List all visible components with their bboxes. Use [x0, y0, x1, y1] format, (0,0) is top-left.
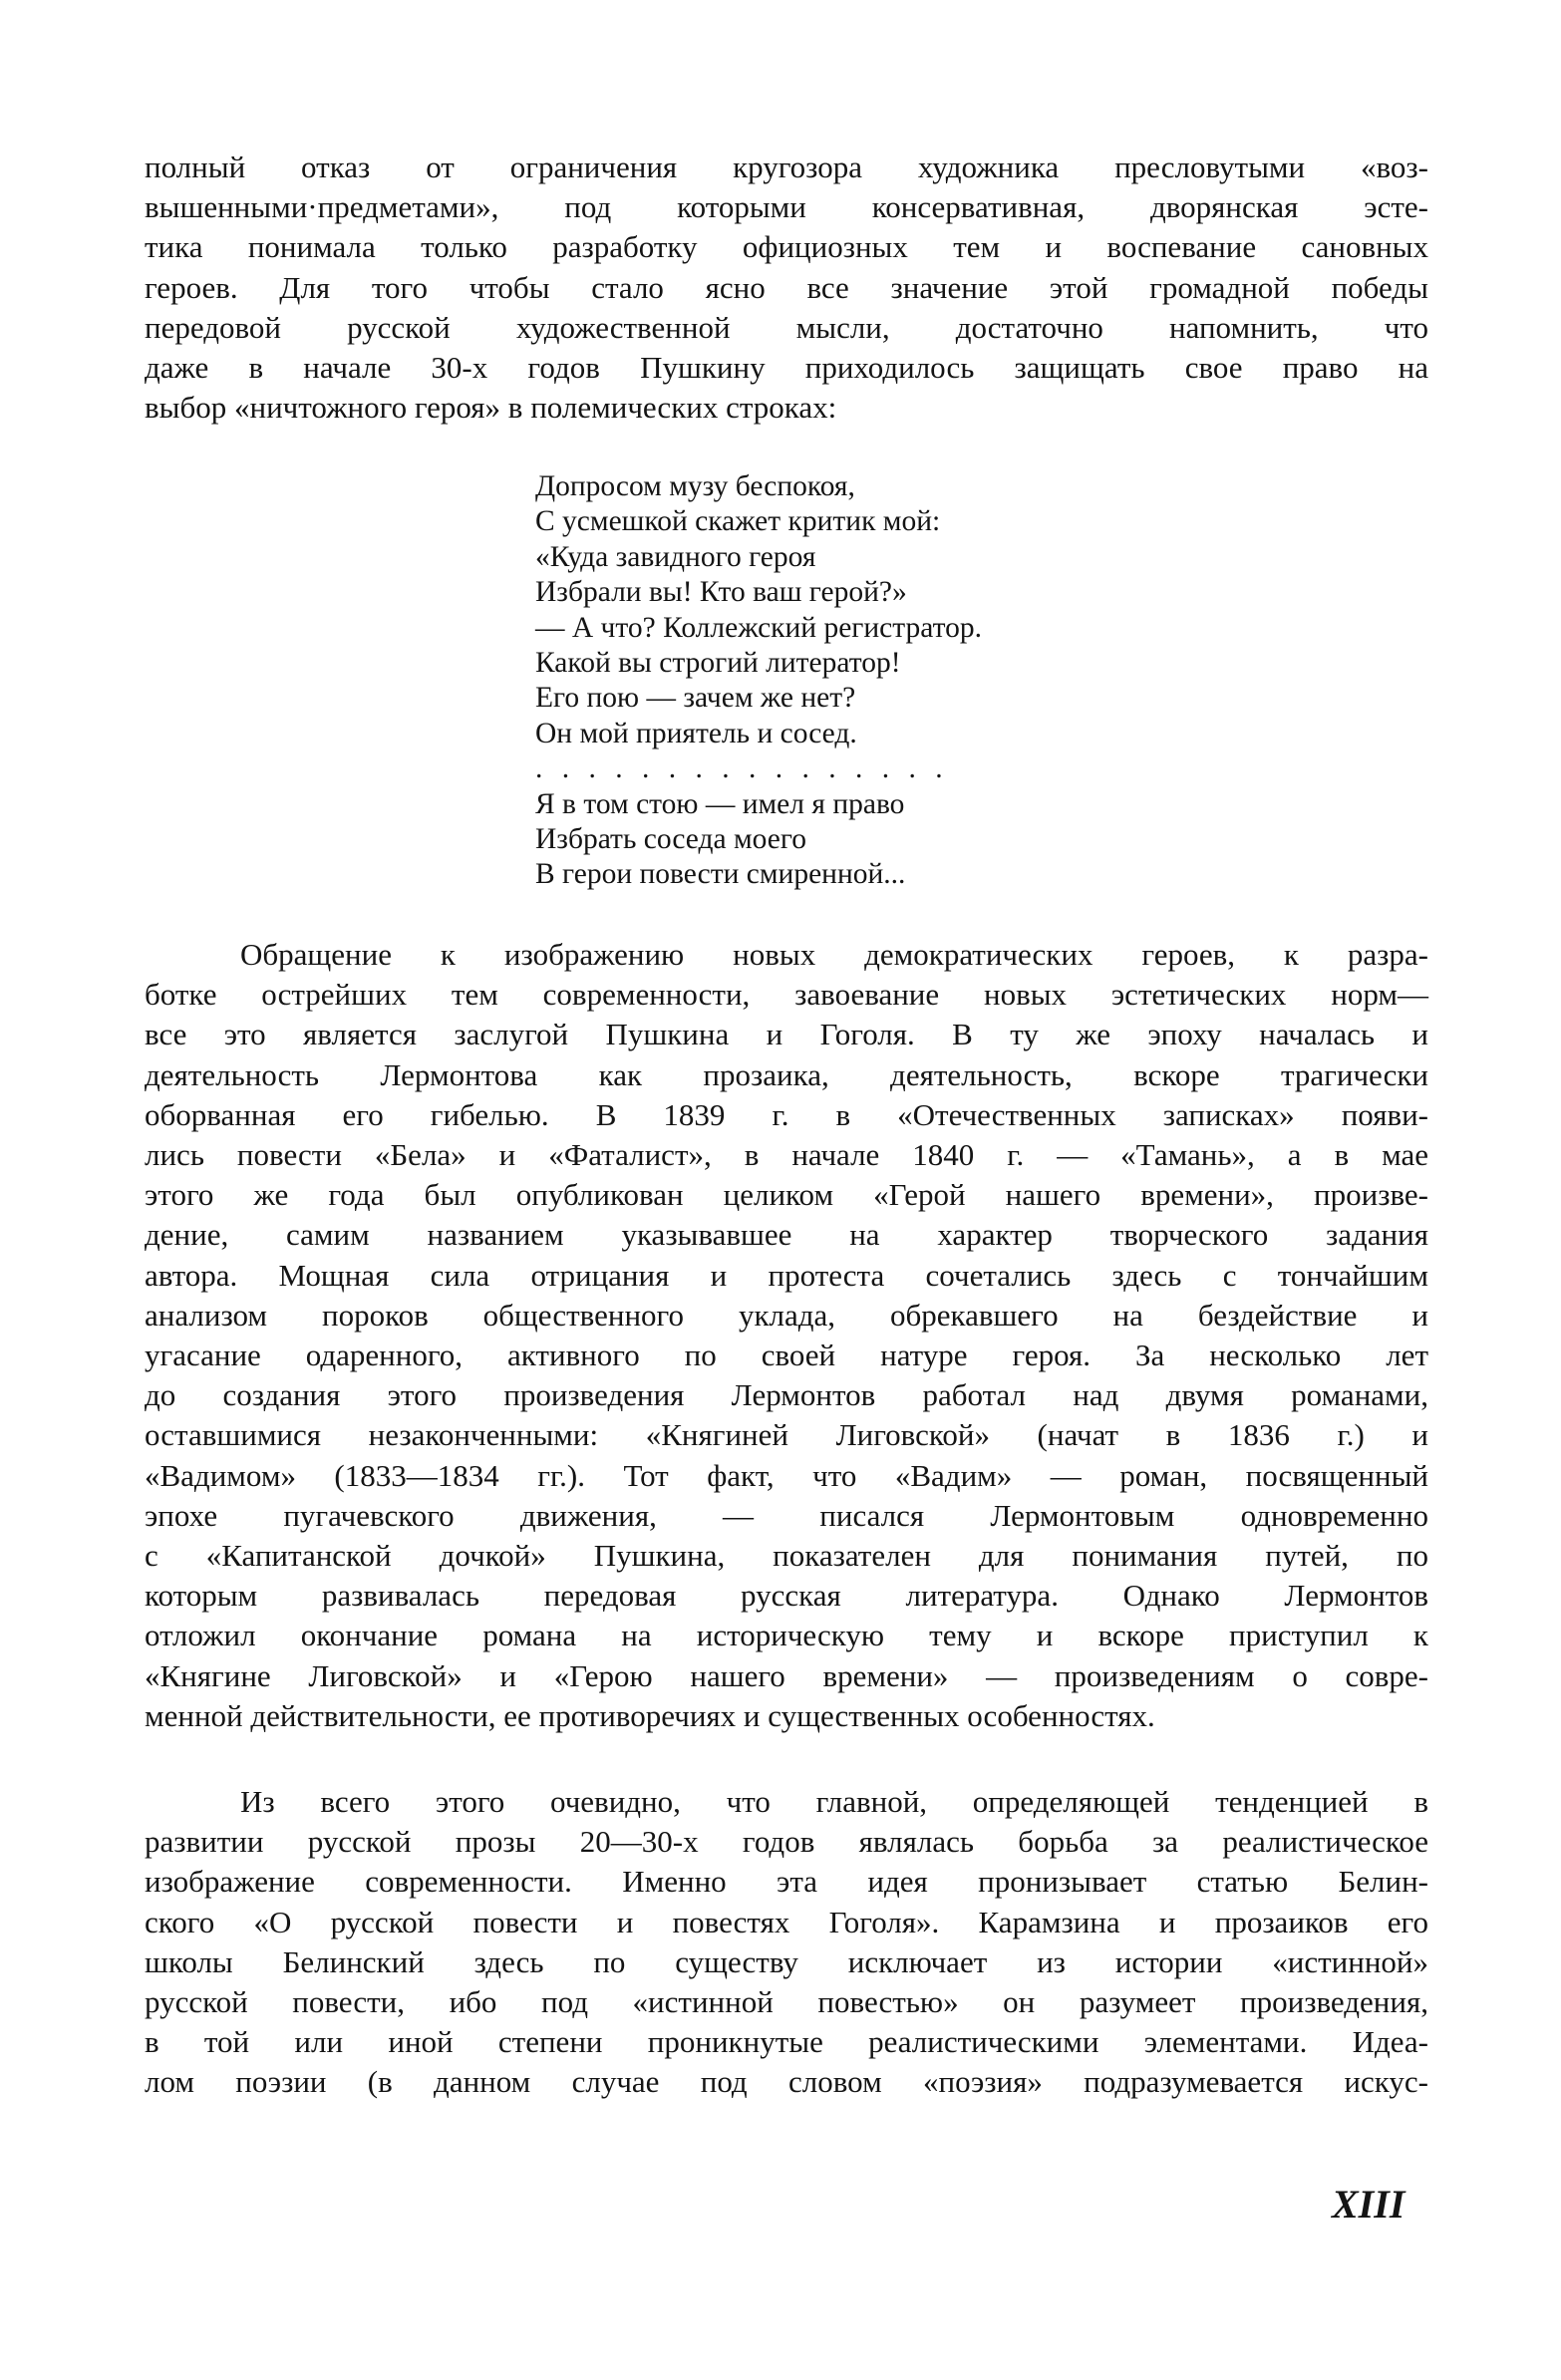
text-line: лись повести «Бела» и «Фаталист», в начале 1840 г. — «Тамань», а в мае [145, 1137, 1428, 1173]
text-line: тика понимала только разработку официозных тем и воспевание сановных [145, 229, 1428, 265]
poem-line: Допросом музу беспокоя, [535, 470, 855, 502]
text-line: полный отказ от ограничения кругозора художника пресловутыми «воз- [145, 149, 1428, 184]
text-line: «Вадимом» (1833—1834 гг.). Тот факт, что «Вадим» — роман, посвященный [145, 1457, 1428, 1493]
poem-line: Он мой приятель и сосед. [535, 717, 857, 749]
text-line: Обращение к изображению новых демократических героев, к разра- [240, 937, 1428, 972]
text-line: русской повести, ибо под «истинной повестью» он разумеет произведения, [145, 1984, 1428, 2020]
text-line: передовой русской художественной мысли, достаточно напомнить, что [145, 309, 1428, 345]
text-line: отложил окончание романа на историческую тему и вскоре приступил к [145, 1618, 1428, 1653]
poem-line: С усмешкой скажет критик мой: [535, 505, 941, 538]
poem-quote [535, 469, 982, 893]
text-line: оставшимися незаконченными: «Княгиней Лиговской» (начат в 1836 г.) и [145, 1417, 1428, 1453]
text-line: Из всего этого очевидно, что главной, определяющей тенденцией в [240, 1784, 1428, 1819]
page-number: XIII [1332, 2182, 1405, 2227]
poem-line: В герои повести смиренной... [535, 858, 906, 891]
poem-line: Его пою — зачем же нет? [535, 682, 856, 715]
poem-line: Избрать соседа моего [535, 823, 806, 856]
text-line: даже в начале 30-х годов Пушкину приходилось защищать свое право на [145, 350, 1428, 386]
poem-line: «Куда завидного героя [535, 540, 816, 573]
text-line: ботке острейших тем современности, завоевание новых эстетических норм— [145, 977, 1428, 1013]
text-line: анализом пороков общественного уклада, обрекавшего на бездействие и [145, 1297, 1428, 1333]
paragraph-1 [145, 148, 1428, 428]
text-line: лом поэзии (в данном случае под словом «поэзия» подразумевается искус- [145, 2064, 1428, 2100]
poem-line: Я в том стою — имел я право [535, 787, 905, 820]
text-line: развитии русской прозы 20—30-х годов являлась борьба за реалистическое [145, 1824, 1428, 1860]
text-line: ского «О русской повести и повестях Гоголя». Карамзина и прозаиков его [145, 1904, 1428, 1939]
text-line: в той или иной степени проникнутые реалистическими элементами. Идеа- [145, 2024, 1428, 2060]
text-line: «Княгине Лиговской» и «Герою нашего времени» — произведениям о совре- [145, 1657, 1428, 1693]
text-line: вышенными·предметами», под которыми консервативная, дворянская эсте- [145, 189, 1428, 225]
text-line: все это является заслугой Пушкина и Гоголя. В ту же эпоху началась и [145, 1017, 1428, 1052]
text-line: героев. Для того чтобы стало ясно все значение этой громадной победы [145, 269, 1428, 305]
poem-line: Избрали вы! Кто ваш герой?» [535, 576, 907, 609]
paragraph-2 [145, 935, 1428, 1736]
text-line: до создания этого произведения Лермонтов работал над двумя романами, [145, 1377, 1428, 1413]
text-line: угасание одаренного, активного по своей натуре героя. За несколько лет [145, 1338, 1428, 1373]
text-line: эпохе пугачевского движения, — писался Лермонтовым одновременно [145, 1497, 1428, 1533]
poem-line: Какой вы строгий литератор! [535, 647, 901, 680]
text-line: оборванная его гибелью. В 1839 г. в «Отечественных записках» появи- [145, 1096, 1428, 1132]
text-line: которым развивалась передовая русская литература. Однако Лермонтов [145, 1578, 1428, 1614]
text-line: школы Белинский здесь по существу исключает из истории «истинной» [145, 1943, 1428, 1979]
text-line: выбор «ничтожного героя» в полемических строках: [145, 390, 837, 426]
text-line: деятельность Лермонтова как прозаика, деятельность, вскоре трагически [145, 1056, 1428, 1092]
text-line: этого же года был опубликован целиком «Герой нашего времени», произве- [145, 1177, 1428, 1213]
text-line: дение, самим названием указывавшее на характер творческого задания [145, 1217, 1428, 1253]
poem-ellipsis-line: . . . . . . . . . . . . . . . . [535, 752, 949, 785]
text-line: с «Капитанской дочкой» Пушкина, показателен для понимания путей, по [145, 1538, 1428, 1574]
paragraph-3 [145, 1782, 1428, 2103]
text-line: автора. Мощная сила отрицания и протеста сочетались здесь с тончайшим [145, 1257, 1428, 1293]
text-line: менной действительности, ее противоречиях и существенных особенностях. [145, 1697, 1155, 1733]
text-line: изображение современности. Именно эта идея пронизывает статью Белин- [145, 1864, 1428, 1900]
poem-line: — А что? Коллежский регистратор. [535, 611, 982, 644]
